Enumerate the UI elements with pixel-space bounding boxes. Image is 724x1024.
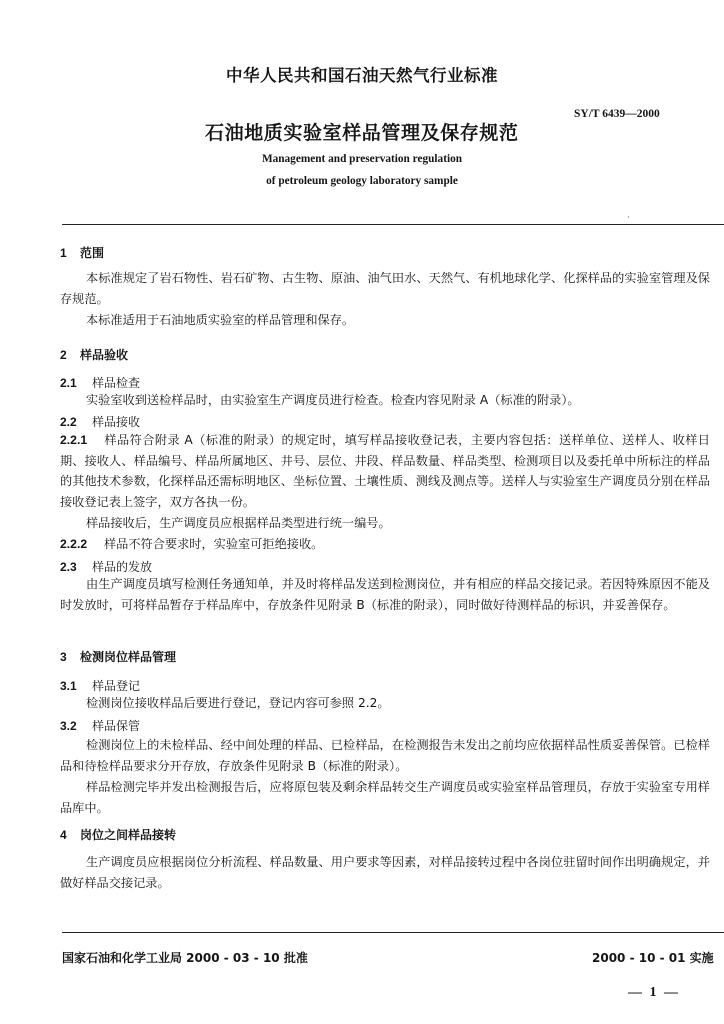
section-number: 2.3 <box>60 560 77 574</box>
section-4-paragraph: 生产调度员应根据岗位分析流程、样品数量、用户要求等因素，对样品接转过程中各岗位驻留时间作出明确规定，并做好样品交接记录。 <box>60 855 710 890</box>
section-number: 3.2 <box>60 719 77 733</box>
section-3-2-paragraph-2: 样品检测完毕并发出检测报告后，应将原包装及剩余样品转交生产调度员或实验室样品管理员，存放于实验室专用样品库中。 <box>60 780 710 815</box>
section-3-heading <box>60 648 176 665</box>
section-text: 样品不符合要求时，实验室可拒绝接收。 <box>104 537 324 551</box>
section-3-1-heading <box>60 677 140 694</box>
section-2-2-1-paragraph <box>60 430 710 512</box>
section-number: 2 <box>60 348 67 362</box>
section-title: 检测岗位样品管理 <box>80 650 177 664</box>
section-number: 2.2 <box>60 415 77 429</box>
section-2-2-2-paragraph <box>60 534 710 555</box>
section-title: 样品验收 <box>80 348 129 362</box>
scan-speck: · <box>627 213 630 223</box>
implementation-date: 2000 - 10 - 01 实施 <box>592 951 714 965</box>
standard-category-title: 中华人民共和国石油天然气行业标准 <box>226 66 498 85</box>
english-title-line-1: Management and preservation regulation <box>261 153 463 165</box>
standard-code: SY/T 6439—2000 <box>574 108 660 120</box>
section-text: 样品符合附录 A（标准的附录）的规定时，填写样品接收登记表，主要内容包括：送样单位、送样人、收样日期、接收人、样品编号、样品所属地区、井号、层位、井段、样品数量、样品类型、检测项目以及委托单中所标注的样品的其他技术参数，化探样品还需标明地区、坐标位置、土壤性质、测线及测点等。送样人与实验室生产调度员分别在样品接收登记表上签字，双方各执一份。 <box>60 433 710 509</box>
section-3-2-paragraph-1: 检测岗位上的未检样品、经中间处理的样品、已检样品，在检测报告未发出之前均应依据样品性质妥善保管。已检样品和待检样品要求分开存放，存放条件见附录 B（标准的附录）。 <box>60 738 710 773</box>
header-rule <box>62 224 724 225</box>
section-number: 3.1 <box>60 679 77 693</box>
english-title-line-2: of petroleum geology laboratory sample <box>266 175 458 187</box>
section-number: 3 <box>60 650 67 664</box>
section-title: 样品接收 <box>92 415 141 429</box>
section-3-2-heading <box>60 717 140 734</box>
approval-date: 国家石油和化学工业局 2000 - 03 - 10 批准 <box>62 951 308 965</box>
section-1-paragraph-2: 本标准适用于石油地质实验室的样品管理和保存。 <box>86 313 355 327</box>
section-number: 1 <box>60 246 67 260</box>
page-number: — 1 — <box>628 985 680 1000</box>
section-title: 样品保管 <box>92 719 141 733</box>
section-title: 样品检查 <box>92 376 141 390</box>
section-2-1-heading <box>60 374 140 391</box>
footer-rule <box>62 932 724 933</box>
section-number: 4 <box>60 828 67 842</box>
section-title: 样品登记 <box>92 679 141 693</box>
section-2-heading <box>60 346 128 363</box>
section-number: 2.2.1 <box>60 433 88 447</box>
section-4-heading <box>60 826 176 843</box>
section-title: 范围 <box>80 246 105 260</box>
section-1-heading <box>60 244 104 261</box>
section-2-2-heading <box>60 413 140 430</box>
section-title: 样品的发放 <box>92 560 153 574</box>
section-title: 岗位之间样品接转 <box>80 828 177 842</box>
document-title: 石油地质实验室样品管理及保存规范 <box>205 122 519 144</box>
section-1-paragraph-1: 本标准规定了岩石物性、岩石矿物、古生物、原油、油气田水、天然气、有机地球化学、化探样品的实验室管理及保存规范。 <box>60 271 710 306</box>
section-2-1-paragraph: 实验室收到送检样品时，由实验室生产调度员进行检查。检查内容见附录 A（标准的附录）。 <box>86 393 580 407</box>
section-2-3-heading <box>60 558 152 575</box>
section-number: 2.1 <box>60 376 77 390</box>
section-3-1-paragraph: 检测岗位接收样品后要进行登记，登记内容可参照 2.2。 <box>86 696 390 710</box>
section-number: 2.2.2 <box>60 537 88 551</box>
section-2-3-paragraph: 由生产调度员填写检测任务通知单，并及时将样品发送到检测岗位，并有相应的样品交接记录。若因特殊原因不能及时发放时，可将样品暂存于样品库中，存放条件见附录 B（标准的附录），同时做好待测样品的标识，并妥善保存。 <box>60 577 710 612</box>
section-2-2-1-paragraph-2: 样品接收后，生产调度员应根据样品类型进行统一编号。 <box>86 516 391 530</box>
